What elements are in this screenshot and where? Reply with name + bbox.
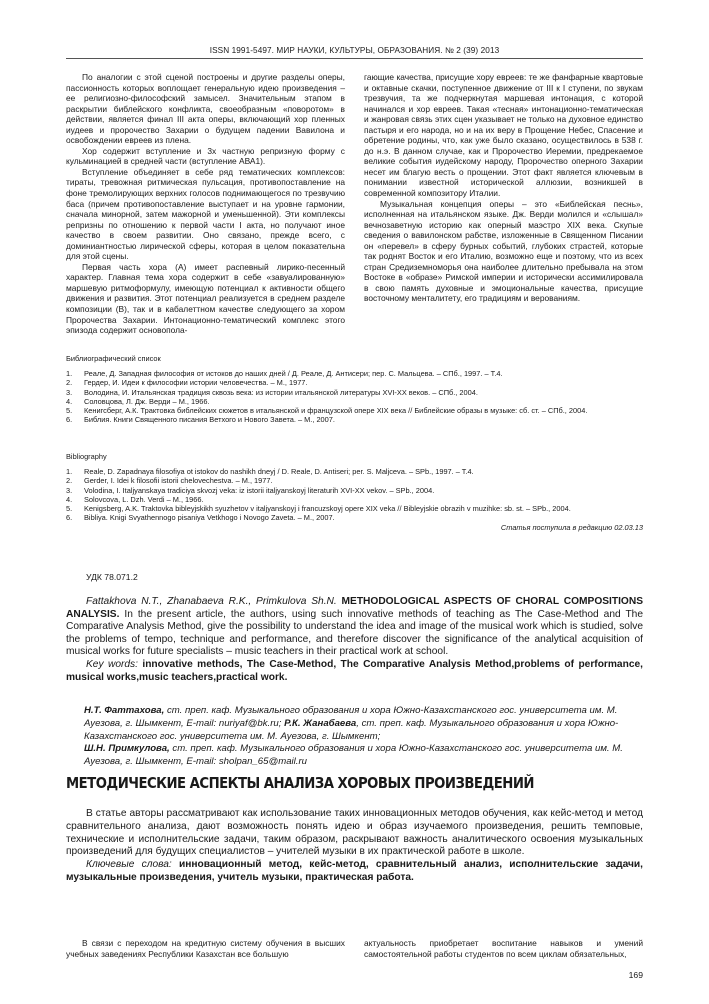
bibliography-title: Bibliography	[66, 452, 107, 461]
reference-text: Solovcova, L. Dzh. Verdi – M., 1966.	[84, 494, 204, 504]
reference-text: Реале, Д. Западная философия от истоков до наших дней / Д. Реале, Д. Антисери; пер. С. Мальцева. – СПб., 1997. – Т.4.	[84, 369, 503, 379]
reference-number: 1.	[66, 369, 73, 379]
reference-item	[66, 513, 643, 522]
reference-number: 4.	[66, 396, 73, 406]
reference-text: Библия. Книги Священного писания Ветхого и Нового Завета. – М., 2007.	[84, 415, 335, 425]
reference-item	[66, 397, 643, 406]
reference-item	[66, 415, 643, 424]
reference-item	[66, 369, 643, 378]
reference-item	[66, 476, 643, 485]
reference-text: Гердер, И. Идеи к философии истории человечества. – М., 1977.	[84, 378, 308, 388]
article-title: МЕТОДИЧЕСКИЕ АСПЕКТЫ АНАЛИЗА ХОРОВЫХ ПРОИЗВЕДЕНИЙ	[66, 774, 534, 792]
author-info	[84, 705, 644, 769]
reference-number: 4.	[66, 494, 73, 504]
journal-header: ISSN 1991-5497. МИР НАУКИ, КУЛЬТУРЫ, ОБРАЗОВАНИЯ. № 2 (39) 2013	[66, 46, 643, 59]
keywords-list: инновационный метод, кейс-метод, сравнительный анализ, исполнительские задачи, музыкальные произведения, учитель музыки, практическая работа.	[66, 859, 643, 883]
right-column	[364, 938, 643, 959]
bibliography-english	[66, 452, 643, 533]
author-affiliation: ст. преп. каф. Музыкального образования и хора Южно-Казахстанского гос. университета им. М. Ауезова, г. Шымкент, E-mail: nuriyaf@bk.ru;	[84, 705, 618, 729]
paragraph: В связи с переходом на кредитную систему обучения в высших учебных заведениях Республики Казахстан все большую	[66, 938, 345, 959]
reference-number: 1.	[66, 467, 73, 477]
reference-text: Bibliya. Knigi Svyathennogo pisaniya Vetkhogo i Novogo Zaveta. – M., 2007.	[84, 513, 335, 523]
reference-text: Кенигсберг, А.К. Трактовка библейских сюжетов в итальянской и французской опере XIX века // Библейские образы в музыке: сб. ст. – СПб., 2004.	[84, 406, 588, 416]
paragraph: Музыкальная концепция оперы – это «Библейская песнь», исполненная на итальянском языке. Дж. Верди молился и «слышал» вечнозаветную историю как оперный маэстро XIX века. Скупые сведения о вавилонском рабстве, изложенные в Священном Писании он «перевел» в сферу бурных событий, глубоких страстей, которые так роднят Восток и его Италию, возможно еще и поэтому, что из всех стран Средиземноморья она наиболее длительно пребывала на этом Востоке в «образе» Римской империи и исторически ассимилировала в свою память духовные и эмоциональные качества, присущие восточному менталитету, его традициям и верованиям.	[364, 198, 643, 304]
reference-number: 2.	[66, 378, 73, 388]
reference-item	[66, 388, 643, 397]
reference-number: 3.	[66, 387, 73, 397]
reference-text: Volodina, I. Italjyanskaya tradiciya skvozj veka: iz istorii italjyanskoyj literaturih XVI-XX vekov. – SPb., 2004.	[84, 485, 435, 495]
reference-text: Kenigsberg, A.K. Traktovka bibleyjskikh syuzhetov v italjyanskoyj i francuzskoyj opere XIX veka // Bibleyjskie obrazih v muzihke: sb. st. – SPb., 2004.	[84, 504, 571, 514]
reference-text: Reale, D. Zapadnaya filosofiya ot istokov do nashikh dneyj / D. Reale, D. Antiseri; per. S. Maljceva. – SPb., 1997. – T.4.	[84, 467, 474, 477]
reference-item	[66, 467, 643, 476]
paragraph: актуальность приобретает воспитание навыков и умений самостоятельной работы студентов по всем циклам обязательных,	[364, 938, 643, 959]
abstract-title: METHODOLOGICAL ASPECTS OF CHORAL COMPOSITIONS ANALYSIS.	[66, 596, 643, 620]
paragraph: По аналогии с этой сценой построены и другие разделы оперы, пассионность которых воплощает генеральную идею произведения – ее религиозно-философский замысел. Значительным этапом в раскрытии библейского конфликта, своеобразным «поворотом» в действии, является финал III акта оперы, включающий хор пленных иудеев и пророчество Захарии о будущем падении Вавилона и освобождении евреев из плена.	[66, 72, 345, 146]
reference-number: 2.	[66, 476, 73, 486]
keywords-list: innovative methods, The Case-Method, The Comparative Analysis Method,problems of performance, musical works,music teachers,practical work.	[66, 658, 643, 683]
reference-number: 3.	[66, 485, 73, 495]
page-number: 169	[628, 970, 643, 980]
reference-item	[66, 378, 643, 387]
author-affiliation: ст. преп. каф. Музыкального образования и хора Южно-Казахстанского гос. университета им. М. Ауезова, г. Шымкент, E-mail: sholpan_65@mail.ru	[84, 743, 623, 768]
reference-number: 5.	[66, 504, 73, 514]
reference-number: 6.	[66, 415, 73, 425]
left-column	[66, 72, 345, 336]
reference-item	[66, 406, 643, 415]
article-start-columns	[66, 938, 643, 959]
abstract-authors: Fattakhova N.T., Zhanabaeva R.K., Primkulova Sh.N.	[86, 596, 337, 607]
received-date: Статья поступила в редакцию 02.03.13	[500, 523, 643, 533]
author-name: Ш.Н. Примкулова,	[84, 743, 170, 755]
english-abstract	[66, 596, 643, 684]
abstract-body: В статье авторы рассматривают как использование таких инновационных методов обучения, как кейс-метод и метод сравнительного анализа, дают возможность понять идею и образ изучаемого произведения, решить темповые, технические и исполнительские задачи, таким образом, раскрывают важность аналитического освоения музыкальных произведений для будущих специалистов – учителей музыки в их практической работе в школе.	[66, 808, 643, 858]
paragraph: Первая часть хора (А) имеет распевный лирико-песенный характер. Главная тема хора содержит в себе «завуалированную» маршевую ритмоформулу, имеющую потенциал к активности общего движения и развития. Этот потенциал реализуется в среднем разделе композиции (В), так и в кабалеттном качестве следующего за хором Пророчества Захарии. Интонационно-тематический комплекс этого эпизода содержит основопола-	[66, 261, 345, 336]
author-affiliation: , ст. преп. каф. Музыкального образования и хора Южно-Казахстанского гос. университета им. М. Ауезова, г. Шымкент;	[84, 717, 619, 742]
reference-item	[66, 486, 643, 495]
abstract-body: In the present article, the authors, using such innovative methods of teaching as The Case-Method and The Comparative Analysis Method, give the possibility to understand the idea and image of the musical work which is studied, solve the problems of tempo, technique and performance, and therefore discover the significance of the analytical acquisition of musical works for future specialists – music teachers in their practical work at school.	[66, 608, 643, 658]
bibliography-russian	[66, 354, 643, 424]
reference-text: Gerder, I. Idei k filosofii istorii chelovechestva. – M., 1977.	[84, 476, 273, 486]
bibliography-title: Библиографический список	[66, 354, 161, 363]
russian-abstract	[66, 808, 643, 885]
keywords-label: Ключевые слова:	[86, 859, 172, 871]
reference-item	[66, 495, 643, 504]
reference-number: 5.	[66, 406, 73, 416]
reference-text: Соловцова, Л. Дж. Верди – М., 1966.	[84, 396, 210, 406]
paragraph: Хор содержит вступление и 3х частную репризную форму с кульминацией в средней части (вступление АВА1).	[66, 145, 345, 167]
reference-item	[66, 504, 643, 513]
keywords-label: Key words:	[86, 658, 138, 670]
right-column	[364, 72, 643, 336]
keywords-paragraph	[66, 659, 643, 684]
reference-number: 6.	[66, 513, 73, 523]
left-column	[66, 938, 345, 959]
paragraph: Вступление объединяет в себе ряд тематических комплексов: тираты, тревожная ритмическая пульсация, противопоставление на фоне тремолирующих верхних голосов поднимающегося по трезвучию баса (причем противопоставление выступает и на уровне гармонии, сначала минорной, затем мажорной и уменьшенной). Эти комплексы репризны по отношению к первой части I акта, но получают иное качество в своем развитии. Оно связано, прежде всего, с доминиантностью лирической сферы, которая в целом показательна для этой сцены.	[66, 166, 345, 262]
keywords-paragraph	[66, 859, 643, 885]
udk-code: УДК 78.071.2	[86, 572, 138, 582]
article-body-columns	[66, 72, 643, 336]
abstract-paragraph	[66, 596, 643, 659]
author-name: Н.Т. Фаттахова,	[84, 705, 165, 716]
author-name: Р.К. Жанабаева	[284, 717, 357, 729]
paragraph: гающие качества, присущие хору евреев: те же фанфарные квартовые и октавные скачки, поступенное движение от III к I ступени, по звукам трезвучия, та же подчеркнутая маршевая интонация, с которой начинался и хор евреев. Такая «тесная» интонационно-тематическая и жанровая связь этих сцен указывает не только на духовное единство пастыря и его народа, но и на их веру в Прощение Небес, Спасение и обретение родины, что, как уже было сказано, осуществилось в 538 г. до н.э. В данном случае, как и Пророчество Иеремии, предрекаемое великие события иудейскому народу, Пророчество оперного Захарии несет им благую весть о прощении. Этот факт является ключевым в понимании известной исторической аллюзии, возникшей в современной композитору Италии.	[364, 72, 643, 199]
reference-text: Володина, И. Итальянская традиция сквозь века: из истории итальянской литературы XVI-XX веков. – СПб., 2004.	[84, 387, 478, 397]
